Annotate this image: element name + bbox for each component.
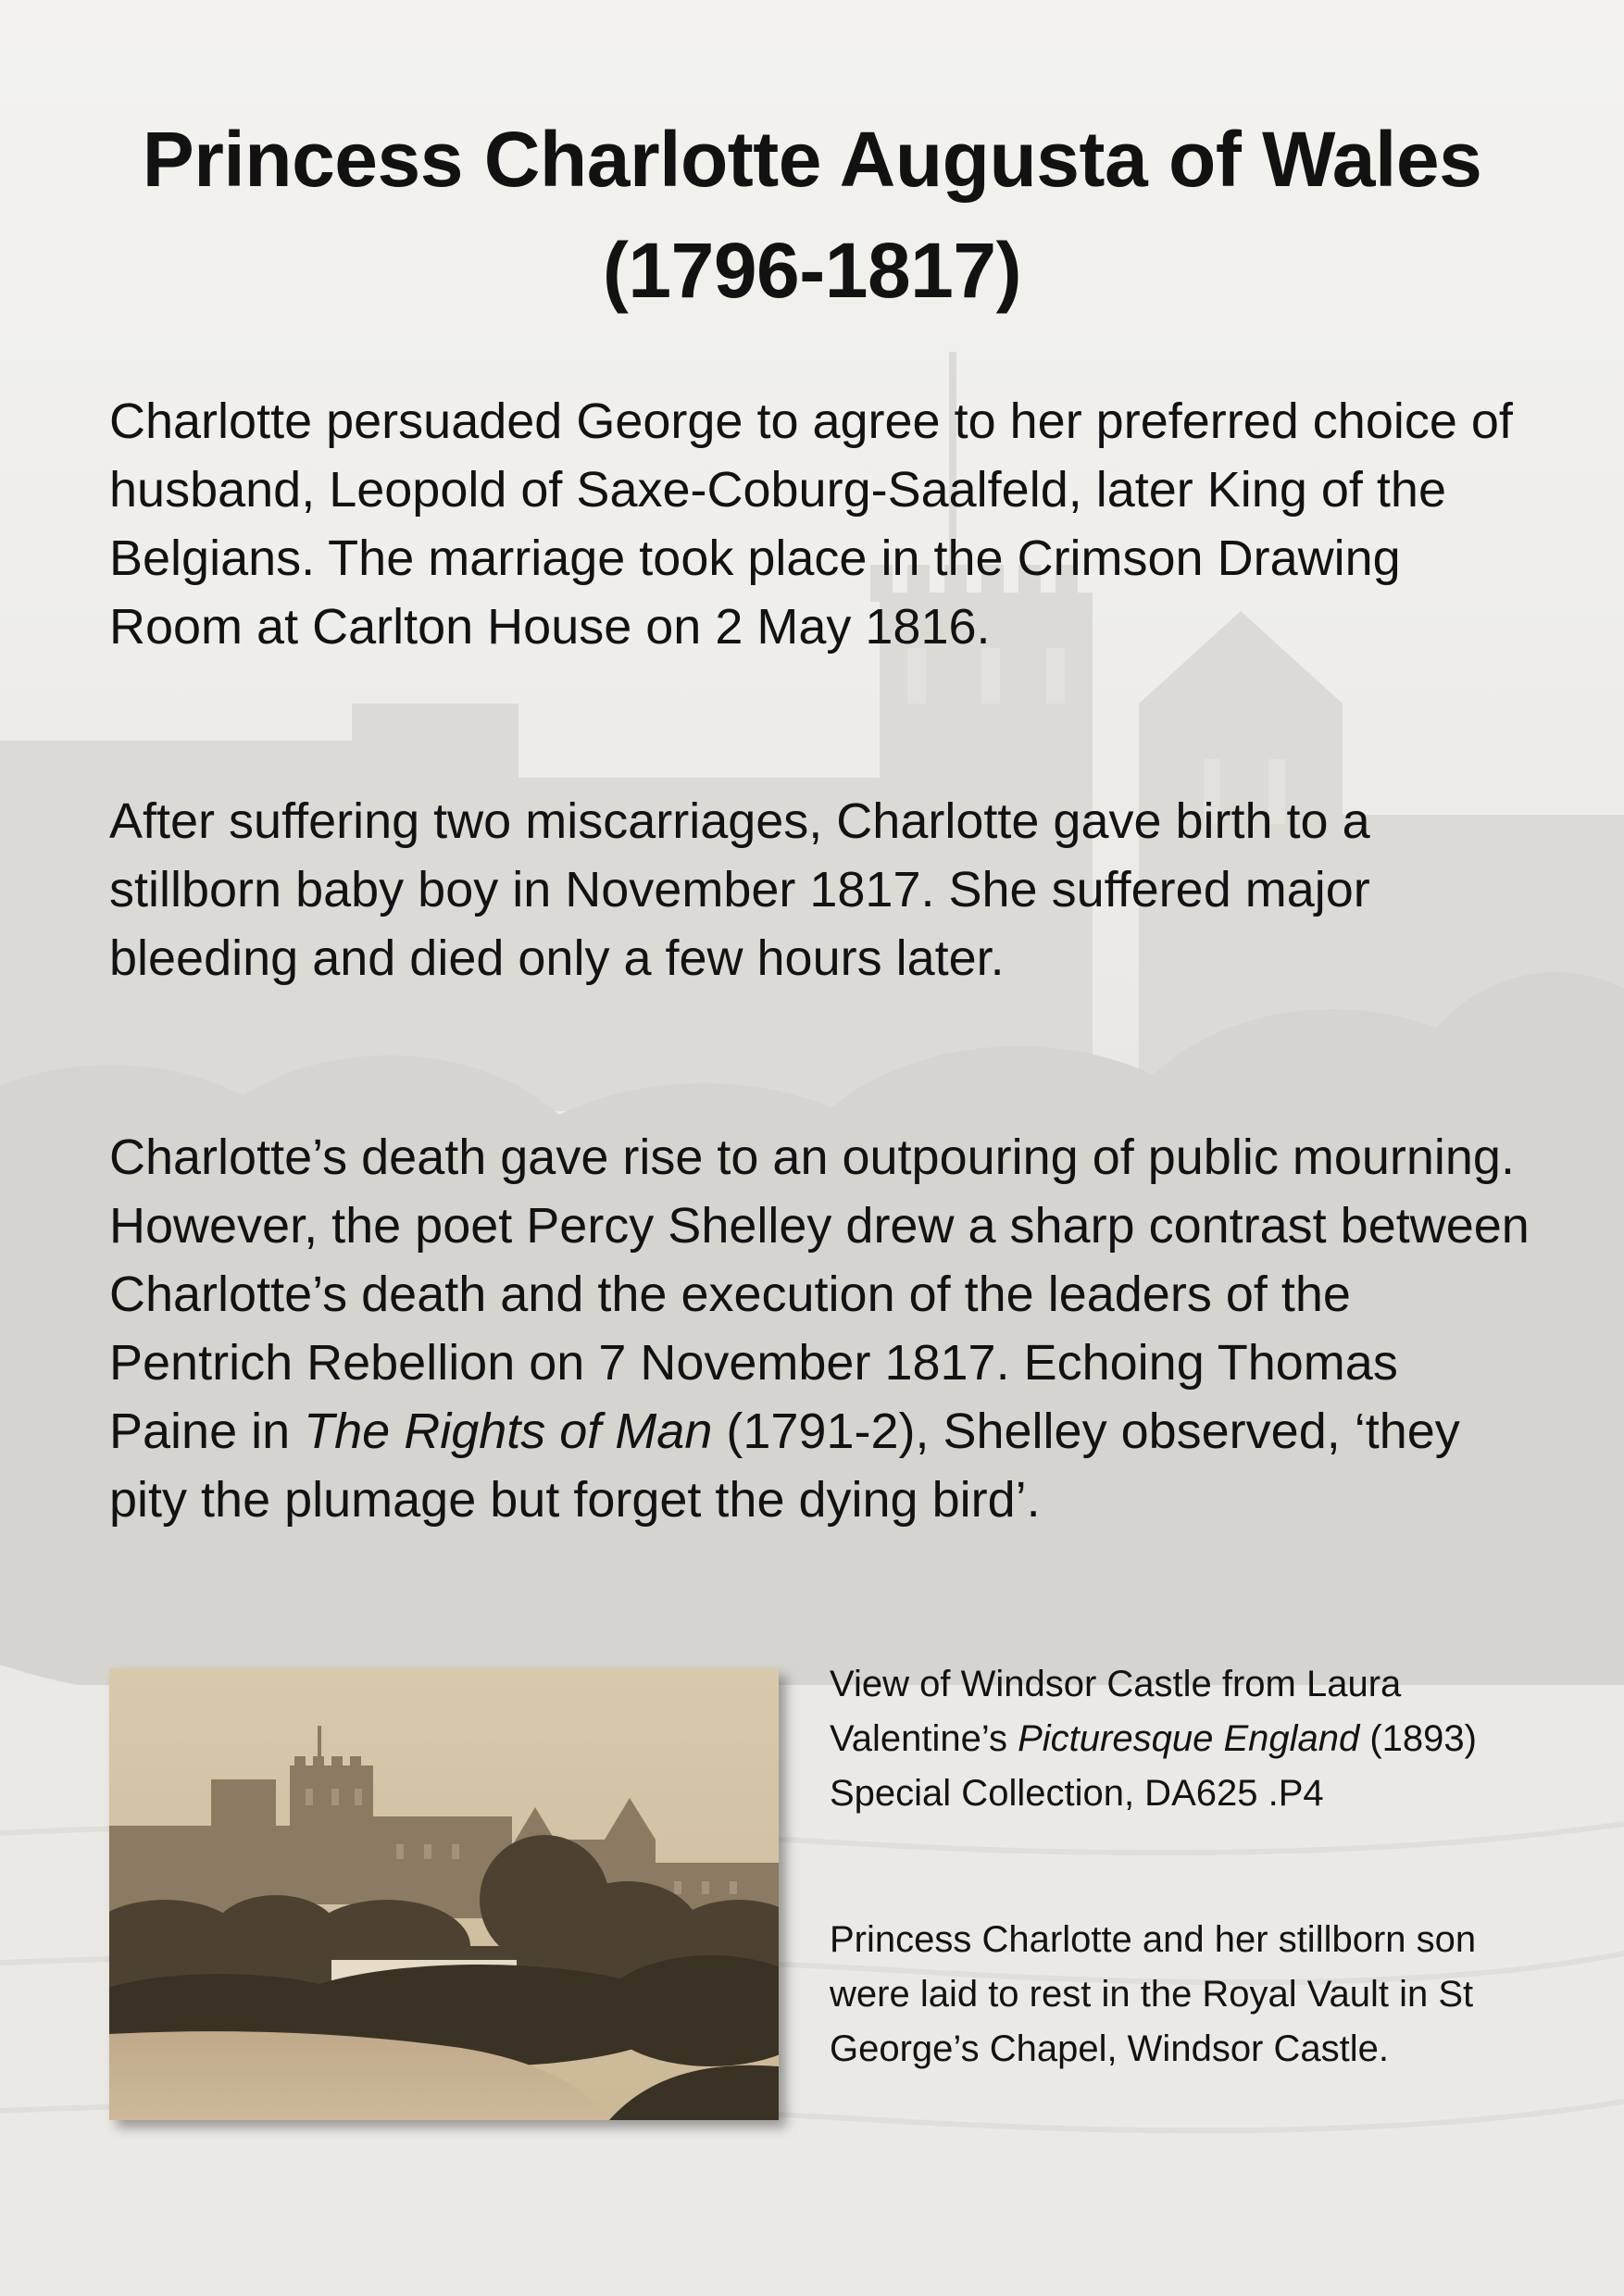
paragraph-mourning bbox=[109, 1123, 1535, 1534]
caption-collection: Special Collection, DA625 .P4 bbox=[830, 1773, 1324, 1814]
caption-line-before: View of Windsor Castle from Laura Valentine’s bbox=[830, 1664, 1402, 1759]
mourning-text-before: Charlotte’s death gave rise to an outpouring of public mourning. However, the poet Percy Shelley drew a sharp contrast between Charlotte’s death and the execution of the leaders of the Pentrich Rebellion on 7 November 1817. Echoing Thomas Paine in bbox=[109, 1129, 1530, 1459]
caption-line-after: (1893) bbox=[1359, 1718, 1477, 1759]
image-caption bbox=[830, 1657, 1515, 1821]
windsor-castle-photo bbox=[109, 1668, 779, 2120]
paragraph-marriage: Charlotte persuaded George to agree to her preferred choice of husband, Leopold of Saxe-Coburg-Saalfeld, later King of the Belgians. The marriage took place in the Crimson Drawing Room at Carlton House on 2 May 1816. bbox=[109, 393, 1513, 655]
caption-book-title: Picturesque England bbox=[1018, 1718, 1360, 1759]
page-title: Princess Charlotte Augusta of Wales (1796-1817) bbox=[142, 116, 1482, 314]
mourning-text-after: (1791-2), Shelley observed, ‘they pity the plumage but forget the dying bird’. bbox=[109, 1404, 1460, 1528]
book-title-rights-of-man: The Rights of Man bbox=[304, 1404, 713, 1459]
paragraph-death: After suffering two miscarriages, Charlotte gave birth to a stillborn baby boy in November 1817. She suffered major bleeding and died only a few hours later. bbox=[109, 793, 1370, 986]
burial-note: Princess Charlotte and her stillborn son were laid to rest in the Royal Vault in St George’s Chapel, Windsor Castle. bbox=[830, 1919, 1477, 2069]
